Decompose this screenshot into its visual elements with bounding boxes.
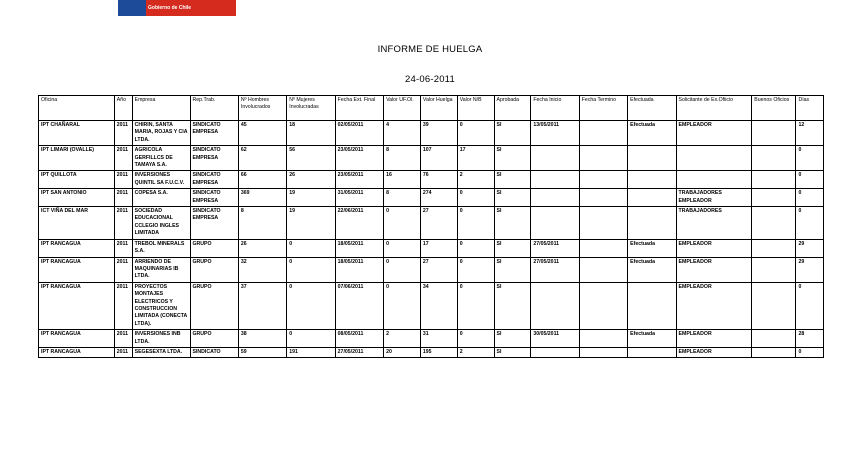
table-cell: 0: [796, 347, 824, 357]
table-cell: 2011: [114, 282, 132, 329]
table-row: [39, 282, 824, 329]
table-cell: 62: [238, 146, 286, 171]
table-cell: SEGESEXTA LTDA.: [132, 347, 190, 357]
table-cell: EMPLEADOR: [676, 239, 752, 257]
table-cell: [752, 146, 796, 171]
table-cell: 0: [457, 189, 494, 207]
table-cell: 2011: [114, 347, 132, 357]
table-cell: 59: [238, 347, 286, 357]
report-title: INFORME DE HUELGA: [377, 44, 483, 55]
table-cell: 32: [238, 257, 286, 282]
table-cell: [531, 207, 579, 240]
table-cell: 0: [287, 282, 335, 329]
table-cell: [579, 171, 627, 189]
table-cell: 0: [457, 207, 494, 240]
table-cell: 0: [796, 207, 824, 240]
table-cell: 12: [796, 121, 824, 146]
table-cell: 56: [287, 146, 335, 171]
table-cell: INVERSIONES INB LTDA.: [132, 330, 190, 348]
table-cell: 2011: [114, 171, 132, 189]
table-cell: 369: [238, 189, 286, 207]
table-cell: 0: [287, 257, 335, 282]
table-cell: GRUPO: [190, 239, 238, 257]
table-cell: SI: [494, 239, 531, 257]
table-cell: PROYECTOS MONTAJES ELECTRICOS Y CONSTRUCCION LIMITADA (CONECTA LTDA).: [132, 282, 190, 329]
table-cell: 0: [457, 257, 494, 282]
column-header: Fecha Inicio: [531, 96, 579, 121]
table-cell: ICT VIÑA DEL MAR: [39, 207, 115, 240]
table-cell: Efectuada: [628, 239, 676, 257]
table-cell: 0: [287, 239, 335, 257]
table-cell: 19: [287, 207, 335, 240]
table-cell: 191: [287, 347, 335, 357]
table-cell: 28: [796, 330, 824, 348]
table-cell: [676, 171, 752, 189]
table-cell: 2011: [114, 121, 132, 146]
table-cell: EMPLEADOR: [676, 121, 752, 146]
table-cell: IPT QUILLOTA: [39, 171, 115, 189]
table-cell: 27/05/2011: [531, 239, 579, 257]
table-cell: Efectuada: [628, 330, 676, 348]
table-cell: SI: [494, 330, 531, 348]
table-cell: 02/05/2011: [335, 121, 383, 146]
table-cell: 13/05/2011: [531, 121, 579, 146]
table-cell: 27: [420, 257, 457, 282]
table-cell: 39: [420, 121, 457, 146]
table-cell: SI: [494, 146, 531, 171]
table-cell: [579, 207, 627, 240]
table-cell: IPT RANCAGUA: [39, 282, 115, 329]
table-cell: 2011: [114, 330, 132, 348]
table-cell: SINDICATO EMPRESA: [190, 171, 238, 189]
column-header: Días: [796, 96, 824, 121]
table-cell: [579, 347, 627, 357]
column-header: Nº Mujeres Involucradas: [287, 96, 335, 121]
table-cell: [579, 121, 627, 146]
table-cell: [752, 282, 796, 329]
table-cell: [579, 146, 627, 171]
table-cell: 2011: [114, 207, 132, 240]
table-cell: 07/06/2011: [335, 282, 383, 329]
table-row: [39, 239, 824, 257]
table-cell: 27/05/2011: [531, 257, 579, 282]
table-cell: ARRIENDO DE MAQUINARIAS IB LTDA.: [132, 257, 190, 282]
table-row: [39, 121, 824, 146]
table-cell: [531, 347, 579, 357]
table-body: [39, 121, 824, 358]
table-cell: 18: [287, 121, 335, 146]
table-row: [39, 189, 824, 207]
table-row: [39, 347, 824, 357]
report-date: 24-06-2011: [405, 74, 455, 85]
table-cell: SOCIEDAD EDUCACIONAL CCLEGIO INGLES LIMITADA: [132, 207, 190, 240]
table-cell: 23/05/2011: [335, 146, 383, 171]
table-cell: [752, 239, 796, 257]
table-cell: 27: [420, 207, 457, 240]
table-cell: SINDICATO EMPRESA: [190, 146, 238, 171]
table-cell: 195: [420, 347, 457, 357]
table-cell: GRUPO: [190, 282, 238, 329]
table-cell: 17: [457, 146, 494, 171]
table-cell: EMPLEADOR: [676, 257, 752, 282]
table-cell: 29: [796, 257, 824, 282]
table-cell: 66: [238, 171, 286, 189]
table-cell: 0: [384, 257, 421, 282]
table-row: [39, 257, 824, 282]
table-cell: 19: [287, 189, 335, 207]
table-cell: EMPLEADOR: [676, 282, 752, 329]
column-header: Aprobada: [494, 96, 531, 121]
table-cell: [531, 171, 579, 189]
table-cell: 8: [238, 207, 286, 240]
table-cell: 8: [384, 146, 421, 171]
table-cell: [752, 347, 796, 357]
table-cell: 107: [420, 146, 457, 171]
table-cell: 274: [420, 189, 457, 207]
table-cell: 2: [384, 330, 421, 348]
column-header: Oficina: [39, 96, 115, 121]
table-cell: [531, 146, 579, 171]
table-cell: IPT RANCAGUA: [39, 347, 115, 357]
column-header: Buenos Oficios: [752, 96, 796, 121]
table-cell: TRABAJADORES EMPLEADOR: [676, 189, 752, 207]
table-cell: IPT SAN ANTONIO: [39, 189, 115, 207]
table-cell: 45: [238, 121, 286, 146]
table-cell: 22/06/2011: [335, 207, 383, 240]
table-cell: IPT RANCAGUA: [39, 330, 115, 348]
table-cell: 23/05/2011: [335, 171, 383, 189]
gobierno-logo: [118, 0, 236, 16]
table-cell: [752, 330, 796, 348]
column-header: Valor N/B: [457, 96, 494, 121]
table-header-row: [39, 96, 824, 121]
table-cell: 0: [384, 282, 421, 329]
table-cell: SINDICATO EMPRESA: [190, 189, 238, 207]
table-cell: 31: [420, 330, 457, 348]
table-cell: SINDICATO EMPRESA: [190, 207, 238, 240]
table-cell: 0: [457, 330, 494, 348]
table-cell: 8: [384, 189, 421, 207]
table-cell: [628, 146, 676, 171]
table-cell: 38: [238, 330, 286, 348]
table-cell: [752, 121, 796, 146]
table-cell: 0: [457, 121, 494, 146]
table-cell: 4: [384, 121, 421, 146]
table-cell: AGRICOLA GERFILLCS DE TAMAYA S.A.: [132, 146, 190, 171]
table-cell: SINDICATO: [190, 347, 238, 357]
logo-blue-block: [118, 0, 146, 16]
table-cell: Efectuada: [628, 121, 676, 146]
table-cell: 2011: [114, 257, 132, 282]
table-cell: [752, 257, 796, 282]
table-cell: INVERSIONES QUINTIL SA F.U.C.V.: [132, 171, 190, 189]
table-cell: IPT CHAÑARAL: [39, 121, 115, 146]
column-header: Efectuada: [628, 96, 676, 121]
column-header: Empresa: [132, 96, 190, 121]
table-cell: 0: [287, 330, 335, 348]
table-cell: Efectuada: [628, 257, 676, 282]
column-header: Solicitante de Ex.Ofiicio: [676, 96, 752, 121]
column-header: Año: [114, 96, 132, 121]
table-cell: [628, 171, 676, 189]
table-cell: SI: [494, 121, 531, 146]
table-cell: SI: [494, 207, 531, 240]
table-cell: [676, 146, 752, 171]
table-cell: 0: [457, 239, 494, 257]
table-cell: 2011: [114, 239, 132, 257]
table-cell: 0: [384, 207, 421, 240]
table-cell: 2011: [114, 189, 132, 207]
column-header: Valor UF.Ol.: [384, 96, 421, 121]
table-cell: SI: [494, 257, 531, 282]
table-cell: SINDICATO EMPRESA: [190, 121, 238, 146]
table-cell: TREBOL MINERALS S.A.: [132, 239, 190, 257]
table-cell: GRUPO: [190, 257, 238, 282]
table-cell: [579, 257, 627, 282]
table-cell: [579, 239, 627, 257]
table-cell: 08/05/2011: [335, 330, 383, 348]
table-row: [39, 330, 824, 348]
table-cell: COPESA S.A.: [132, 189, 190, 207]
table-row: [39, 207, 824, 240]
table-row: [39, 171, 824, 189]
table-cell: IPT RANCAGUA: [39, 239, 115, 257]
table-cell: 0: [796, 282, 824, 329]
table-cell: EMPLEADOR: [676, 330, 752, 348]
column-header: Valor Huelga: [420, 96, 457, 121]
table-cell: 29: [796, 239, 824, 257]
table-cell: [579, 282, 627, 329]
table-cell: 2: [457, 171, 494, 189]
table-cell: 17: [420, 239, 457, 257]
table-cell: SI: [494, 347, 531, 357]
table-cell: 37: [238, 282, 286, 329]
table-cell: [579, 189, 627, 207]
table-cell: IPT LIMARI (OVALLE): [39, 146, 115, 171]
column-header: Rep.Trab.: [190, 96, 238, 121]
table-cell: SI: [494, 189, 531, 207]
table-cell: 18/05/2011: [335, 239, 383, 257]
table-cell: TRABAJADORES: [676, 207, 752, 240]
table-cell: 0: [384, 239, 421, 257]
table-cell: 20: [384, 347, 421, 357]
table-cell: 34: [420, 282, 457, 329]
table-cell: EMPLEADOR: [676, 347, 752, 357]
table-cell: 76: [420, 171, 457, 189]
table-cell: 2011: [114, 146, 132, 171]
table-cell: CHIRIN, SANTA MARIA, ROJAS Y CIA LTDA.: [132, 121, 190, 146]
table-cell: 16: [384, 171, 421, 189]
table-cell: [752, 171, 796, 189]
table-cell: 18/05/2011: [335, 257, 383, 282]
table-cell: 26: [238, 239, 286, 257]
logo-text: Gobierno de Chile: [148, 5, 192, 11]
table-cell: [628, 207, 676, 240]
table-cell: 26: [287, 171, 335, 189]
table-cell: 0: [457, 282, 494, 329]
column-header: Fecha Ext. Final: [335, 96, 383, 121]
table-cell: 0: [796, 189, 824, 207]
table-cell: 27/05/2011: [335, 347, 383, 357]
table-cell: [628, 282, 676, 329]
table-cell: [628, 189, 676, 207]
table-row: [39, 146, 824, 171]
table-cell: 0: [796, 146, 824, 171]
table-cell: [752, 207, 796, 240]
table-cell: SI: [494, 171, 531, 189]
strike-report-table: [38, 95, 824, 358]
column-header: Nº Hombres Involucrados: [238, 96, 286, 121]
table-cell: 2: [457, 347, 494, 357]
table-cell: SI: [494, 282, 531, 329]
table-cell: [579, 330, 627, 348]
table-cell: 30/05/2011: [531, 330, 579, 348]
table-cell: 0: [796, 171, 824, 189]
column-header: Fecha Termino: [579, 96, 627, 121]
table-cell: [531, 282, 579, 329]
table-cell: IPT RANCAGUA: [39, 257, 115, 282]
table-cell: [628, 347, 676, 357]
table-cell: [752, 189, 796, 207]
table-cell: GRUPO: [190, 330, 238, 348]
table-cell: [531, 189, 579, 207]
table-cell: 31/05/2011: [335, 189, 383, 207]
